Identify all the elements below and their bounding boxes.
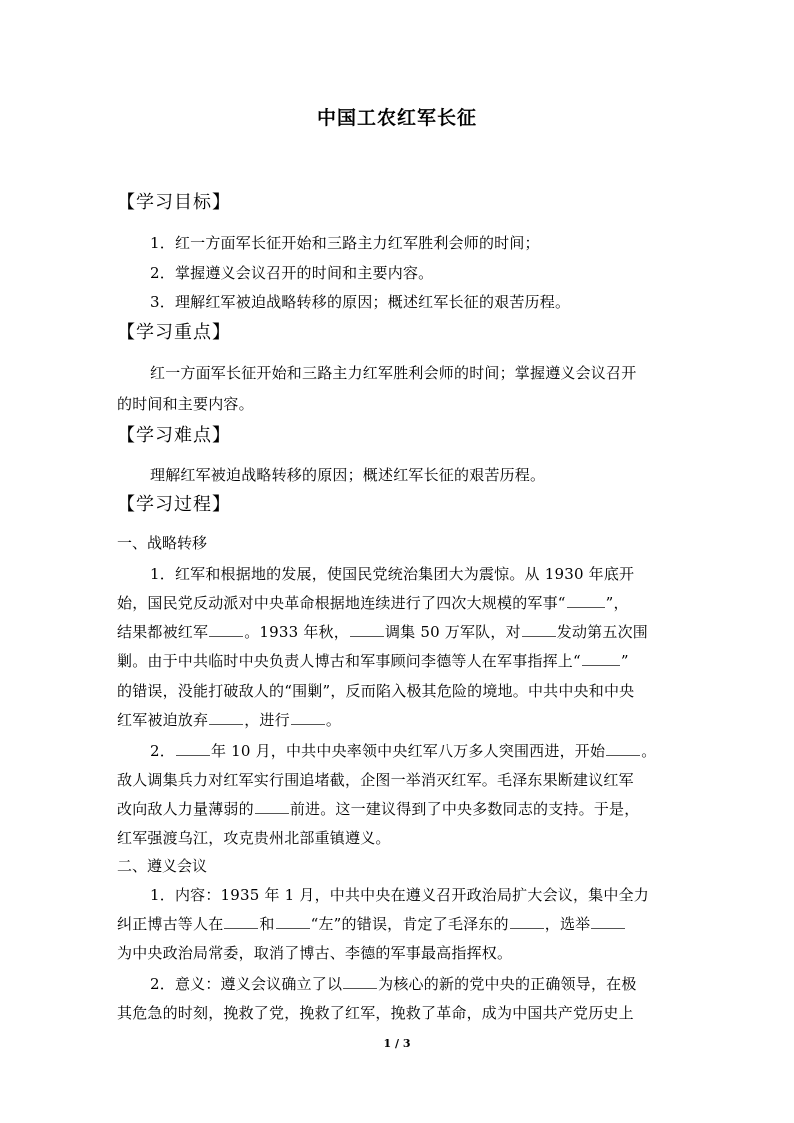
part1-p2-line-2: 敌人调集兵力对红军实行围追堵截，企图一举消灭红军。毛泽东果断建议红军 [117,771,634,789]
text: 纠正博古等人在 [117,915,224,933]
page-number: 1 / 3 [383,1037,411,1050]
text: 2． [150,742,175,760]
part2-title: 二、遵义会议 [117,857,208,875]
fill-blank[interactable] [224,927,258,929]
text: 结果都被红军 [117,623,209,641]
part1-p1-line-5: 的错误，没能打破敌人的“围剿”，反而陷入极其危险的境地。中共中央和中央 [117,682,635,700]
part1-p2-line-3 [117,798,639,819]
text: 。 [325,711,342,729]
fill-blank[interactable] [255,812,289,814]
text: 2．意义：遵义会议确立了以 [150,975,343,993]
part1-p2-line-1 [150,740,656,761]
text: 始，国民党反动派对中央革命根据地连续进行了四次大规模的军事“ [117,594,566,612]
difficulties-line-1: 理解红军被迫战略转移的原因；概述红军长征的艰苦历程。 [150,466,546,484]
fill-blank[interactable] [591,927,625,929]
part2-p1-line-1: 1．内容：1935 年 1 月，中共中央在遵义召开政治局扩大会议，集中全力 [150,886,649,904]
fill-blank[interactable] [176,754,210,756]
text: 。 [641,742,657,760]
part2-p2-line-1 [150,973,637,994]
text: ” [620,652,629,670]
text: 剿。由于中共临时中央负责人博古和军事顾问李德等人在军事指挥上“ [117,652,581,670]
part2-p1-line-3: 为中央政治局常委，取消了博古、李德的军事最高指挥权。 [117,944,513,962]
fill-blank[interactable] [291,723,325,725]
part1-title: 一、战略转移 [117,534,208,552]
part2-p1-line-2 [117,913,626,934]
fill-blank[interactable] [510,927,544,929]
section-heading-process: 【学习过程】 [117,494,231,515]
text: “左”的错误，肯定了毛泽东的 [310,915,509,933]
fill-blank[interactable] [276,927,310,929]
section-heading-difficulties: 【学习难点】 [117,425,231,446]
part1-p1-line-1: 1．红军和根据地的发展，使国民党统治集团大为震惊。从 1930 年底开 [150,565,635,583]
part1-p1-line-2 [117,592,629,613]
goal-item-1: 1．红一方面军长征开始和三路主力红军胜利会师的时间； [150,234,540,252]
fill-blank[interactable] [209,635,243,637]
part1-p1-line-3 [117,621,648,642]
fill-blank[interactable] [522,635,556,637]
section-heading-key-points: 【学习重点】 [117,322,231,343]
text: 红军被迫放弃 [117,711,209,729]
fill-blank[interactable] [606,754,640,756]
text: 调集 50 万军队，对 [384,623,521,641]
text: 发动第五次围 [556,623,648,641]
key-points-line-2: 的时间和主要内容。 [117,395,254,413]
text: 和 [259,915,275,933]
text: 。1933 年秋， [244,623,349,641]
text: 改向敌人力量薄弱的 [117,800,254,818]
part2-p2-line-2: 其危急的时刻，挽救了党，挽救了红军，挽救了革命，成为中国共产党历史上 [117,1004,634,1022]
text: 年 10 月，中共中央率领中央红军八万多人突围西进，开始 [210,742,606,760]
part1-p2-line-4: 红军强渡乌江，攻克贵州北部重镇遵义。 [117,829,391,847]
text: ，进行 [244,711,290,729]
fill-blank[interactable] [343,987,377,989]
text: 前进。这一建议得到了中央多数同志的支持。于是， [289,800,640,818]
document-title: 中国工农红军长征 [316,107,477,129]
key-points-line-1: 红一方面军长征开始和三路主力红军胜利会师的时间；掌握遵义会议召开 [150,364,637,382]
fill-blank[interactable] [582,664,620,666]
section-heading-goals: 【学习目标】 [117,192,231,213]
fill-blank[interactable] [567,606,605,608]
text: 为核心的新的党中央的正确领导，在极 [378,975,637,993]
goal-item-2: 2．掌握遵义会议召开的时间和主要内容。 [150,264,434,282]
fill-blank[interactable] [209,723,243,725]
text: ”， [605,594,629,612]
goal-item-3: 3．理解红军被迫战略转移的原因；概述红军长征的艰苦历程。 [150,293,571,311]
part1-p1-line-6 [117,709,341,730]
part1-p1-line-4 [117,650,629,671]
fill-blank[interactable] [350,635,384,637]
text: ，选举 [544,915,591,933]
